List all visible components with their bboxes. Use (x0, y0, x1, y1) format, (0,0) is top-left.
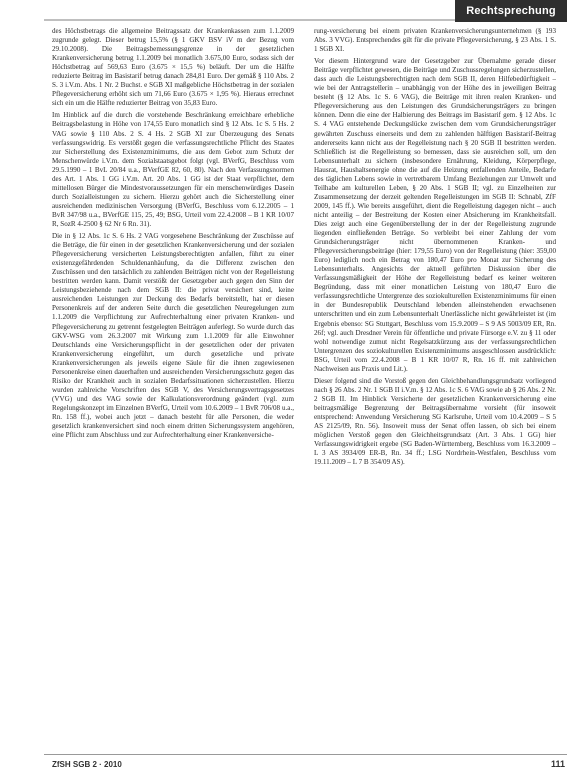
journal-issue: ZfSH SGB 2 · 2010 (52, 760, 122, 769)
section-header: Rechtsprechung (455, 0, 567, 22)
left-column (52, 27, 294, 747)
paragraph: Vor diesem Hintergrund ware der Gesetzgeber zur Übernahme gerade dieser Beiträge verpflichtet gewesen, die Beiträge und Zuschussregelungen sicherzustellen, dass auch die Leistungsberechtigten nach dem SGB II, deren Hilfebedürftigkeit – wie bei der Antragstellerin – unabhängig von der Höhe des in jeweiligen Beitrag besteht (§ 12 Abs. 1c S. 6 VAG), die Beiträge mit ihren realen Kranken- und Pflegeversicherung aus den Leistungen des Grundsicherungsträgers zu bringen können. Denn die eine der Halbierung des Beitrags im Basistarif gem. § 12 Abs. 1c S. 4 VAG entstehende Deckungslücke zwischen dem vom Grundsicherungsträger gewährten Zuschuss einerseits und dem zu zahlenden hälftigen Basistarif-Beitrag andererseits kann nicht aus der Regelleistung nach § 20 SGB II bestritten werden. Schließlich ist die Regelleistung so bemessen, dass sie ausreichen soll, um den Lebensunterhalt zu sichern (insbesondere Ernährung, Kleidung, Körperpflege, Hausrat, Haushaltsenergie ohne die auf die Heizung entfallenden Anteile, Bedarfe des täglichen Lebens sowie in vertretbarem Umfang Beziehungen zur Umwelt und Teilhabe am kulturellen Leben, § 20 Abs. 1 SGB II; vgl. zu Einzelheiten zur Zusammensetzung der derzeit geltenden Regelleistungen im SGB II: Schnabl, ZfF 2009, 145 ff.). Wie bereits ausgeführt, dient die Regelleistung dagegen nicht – auch nicht anteilig – der Bestreitung der Kosten einer Absicherung im Krankheitsfall. Dies zeigt auch eine Gegenüberstellung der in der der Regelleistung zugrunde liegenden einfließenden Beträge. So verbleibt bei einer Zahlung der vom Grundsicherungsträger nicht übernommenen Kranken- und Pflegeversicherungsbeiträge (hier: 179,55 Euro) von der Regelleistung (hier: 359,00 Euro) lediglich noch ein Betrag von 180,47 Euro pro Monat zur Sicherung des Lebensunterhalts. Angesichts der aktuell geführten Diskussion über die Verfassungsmäßigkeit der Höhe der Regelleistung bedarf es keiner weiteren Begründung, dass mit einer monatlichen Leistung von 180,47 Euro die verfassungsrechtliche Untergrenze des soziokulturellen Existenzminimums für einen in der Bundesrepublik Deutschland lebenden alleinstehenden erwachsenen unterschritten und ein zum Lebensunterhalt Unerlässliche nicht gewährleistet ist (im Ergebnis ebenso: SG Stuttgart, Beschluss vom 15.9.2009 – S 9 AS 5003/09 ER, Rn. 26f; vgl. auch Dresdner Verein für öffentliche und private Fürsorge e.V. zu § 11 oder wohl notwendige zumut nicht Regelsatzkürzung aus der verfassungsrechtlichen Untergrenzen des soziokulturellen Existenzminimums ausgeschlossen ausdrücklich: BSG, Urteil vom 22.4.2008 – B 1 KR 10/07 R, Rn. 16 ff. mit zahlreichen Nachweisen aus Praxis und Lit.). (314, 57, 556, 373)
paragraph: des Höchstbetrags die allgemeine Beitragssatz der Krankenkassen zum 1.1.2009 zugrunde gelegt. Dieser betrug 15,5% (§ 1 GKV BSV iV m der Bezug vom 29.10.2008). Die Beitragsbemessungsgrenze in der gesetzlichen Krankenversicherung betrug 1.1.2009 bei monatlich 3.675,00 Euro, sodass sich der Höchstbetrag auf 569,63 Euro (3.675 × 15,5 %) beläuft. Der um die Hälfte reduzierte Beitrag im Basistarif betrug danach 284,81 Euro. Der gemäß § 110 Abs. 2 S. 3 i.V.m. Abs. 1 Nr. 2 Buchst. e SGB XI maßgebliche Höchstbetrag in der sozialen Pflegeversicherung erhöht sich um 71,66 Euro (3.675 × 1,95 %). Hieraus errechnet sich ein um die Hälfte reduzierter Beitrag von 35,83 Euro. (52, 27, 294, 108)
paragraph: Die in § 12 Abs. 1c S. 6 Hs. 2 VAG vorgesehene Beschränkung der Zuschüsse auf die Beträge, die für einen in der gesetzlichen Krankenversicherung und der sozialen Pflegeversicherung versicherten Leistungsberechtigten anfallen, führt zu einer existenzgefährdenden Schuldenanhäufung, da die Differenz zwischen den Zuschüssen und den tatsächlich zu zahlenden Beiträgen nicht von der Regelleistung bestritten werden kann. Damit verstößt der Gesetzgeber auch gegen den Sinn der Leistungsbeziehende nach dem SGB II: die privat versichert sind, keine ausreichenden Leistungen zur Deckung des Bedarfs bereitstellt, hat er diesen Personenkreis auf der anderen Seite durch die gesetzlichen Neuregelungen zum 1.1.2009 die Verpflichtung zur Aufrechterhaltung einer privaten Kranken- und Pflegeversicherung zu getrennt festgelegten Beiträgen auferlegt. So wurde durch das GKV-WSG vom 26.3.2007 mit Wirkung zum 1.1.2009 für alle Einwohner Deutschlands eine Versicherungspflicht in der gesetzlichen oder der privaten Krankenversicherung eingeführt, um durch gesetzliche und private Krankenversicherungen als jeweils eigene Säule für die ihnen zugewiesenen Personenkreise einen dauerhaften und ausreichenden Versicherungsschutz gegen das Risiko der Krankheit auch in sozialen Bedarfssituationen sicherzustellen. Hierzu wurden zahlreiche Vorschriften des SGB V, des Versicherungsvertragsgesetzes (VVG) und des VAG sowie der Kalkulationsverordnung geändert (vgl. zum Regelungskonzept im Einzelnen BVerfG, Urteil vom 10.6.2009 – 1 BvR 706/08 u.a., Rn. 158 ff.), wobei auch jetzt – danach besteht für alle Personen, die weder gesetzlich krankenversichert sind noch einem dritten Sicherungssystem angehören, eine Pflicht zum Abschluss und zur Aufrechterhaltung einer Krankenversiche- (52, 232, 294, 440)
page-number: 111 (550, 759, 565, 769)
page-footer (44, 754, 567, 772)
footer-rule (44, 754, 567, 755)
paragraph: Im Hinblick auf die durch die vorstehende Beschränkung erreichbare erhebliche Beitragsbelastung in Höhe von 174,55 Euro monatlich sind § 12 Abs. 1c S. 5 Hs. 2 VAG sowie § 110 Abs. 2 S. 4 Hs. 2 SGB XI zur Überzeugung des Senats verfassungswidrig. Es verstößt gegen die verfassungsrechtliche Pflicht des Staates zur Sicherstellung des Existenzminimums, die aus dem Gebot zum Schutz der Menschenwürde i.V.m. dem Sozialstaatsgebot folgt (vgl. BVerfG, Beschluss vom 29.5.1990 – 1 BvL 20/84 u.a., BVerfGE 82, 60, 80). Nach den Verfassungsnormen des Art. 1 Abs. 1 GG i.V.m. Art. 20 Abs. 1 GG ist der Staat verpflichtet, dem mittellosen Bürger die Mindestvoraussetzungen für ein menschenwürdiges Dasein durch Sozialleistungen zu sichern. Hierzu gehört auch die Sicherstellung einer ausreichenden medizinischen Versorgung (BVerfG, Beschluss vom 6.12.2005 – 1 BvR 347/98 u.a., BVerfGE 115, 25, 49; BSG, Urteil vom 22.4.2008 – B 1 KR 10/07 R, SozR 4-2500 § 62 Nr 6 Rn. 31). (52, 111, 294, 228)
right-column (314, 27, 556, 747)
paragraph: rung-versicherung bei einem privaten Krankenversicherungsunternehmen (§ 193 Abs. 3 VVG). Entsprechendes gilt für die private Pflegeversicherung, § 23 Abs. 1 S. 1 SGB XI. (314, 27, 556, 54)
paragraph: Dieser folgend sind die Vorstoß gegen den Gleichbehandlungsgrundsatz vorliegend nach § 26 Abs. 2 Nr. 1 SGB II i.V.m. § 12 Abs. 1c S. 6 VAG sowie ab § 26 Abs. 2 Nr. 2 SGB II. Im Hinblick Versicherte der gesetzlichen Krankenversicherung eine beitragsmäßige Begrenzung der Beitragsübernahme vorsieht (für insoweit entsprechend: Anwendung Versicherung SG Karlsruhe, Urteil vom 10.4.2009 – S 5 AS 2125/09, Rn. 56). Insoweit muss der Senat offen lassen, ob sich bei einem möglichen Verstoß gegen den Gleichheitsgrundsatz (Art. 3 Abs. 1 GG) hier Verfassungswidrigkeit ergebe (SG Baden-Württemberg, Beschluss vom 16.3.2009 – L 3 AS 3934/09 ER-B, Rn. 34 ff.; LSG Nordrhein-Westfalen, Beschluss vom 19.11.2009 – L 7 B 354/09 AS). (314, 376, 556, 467)
